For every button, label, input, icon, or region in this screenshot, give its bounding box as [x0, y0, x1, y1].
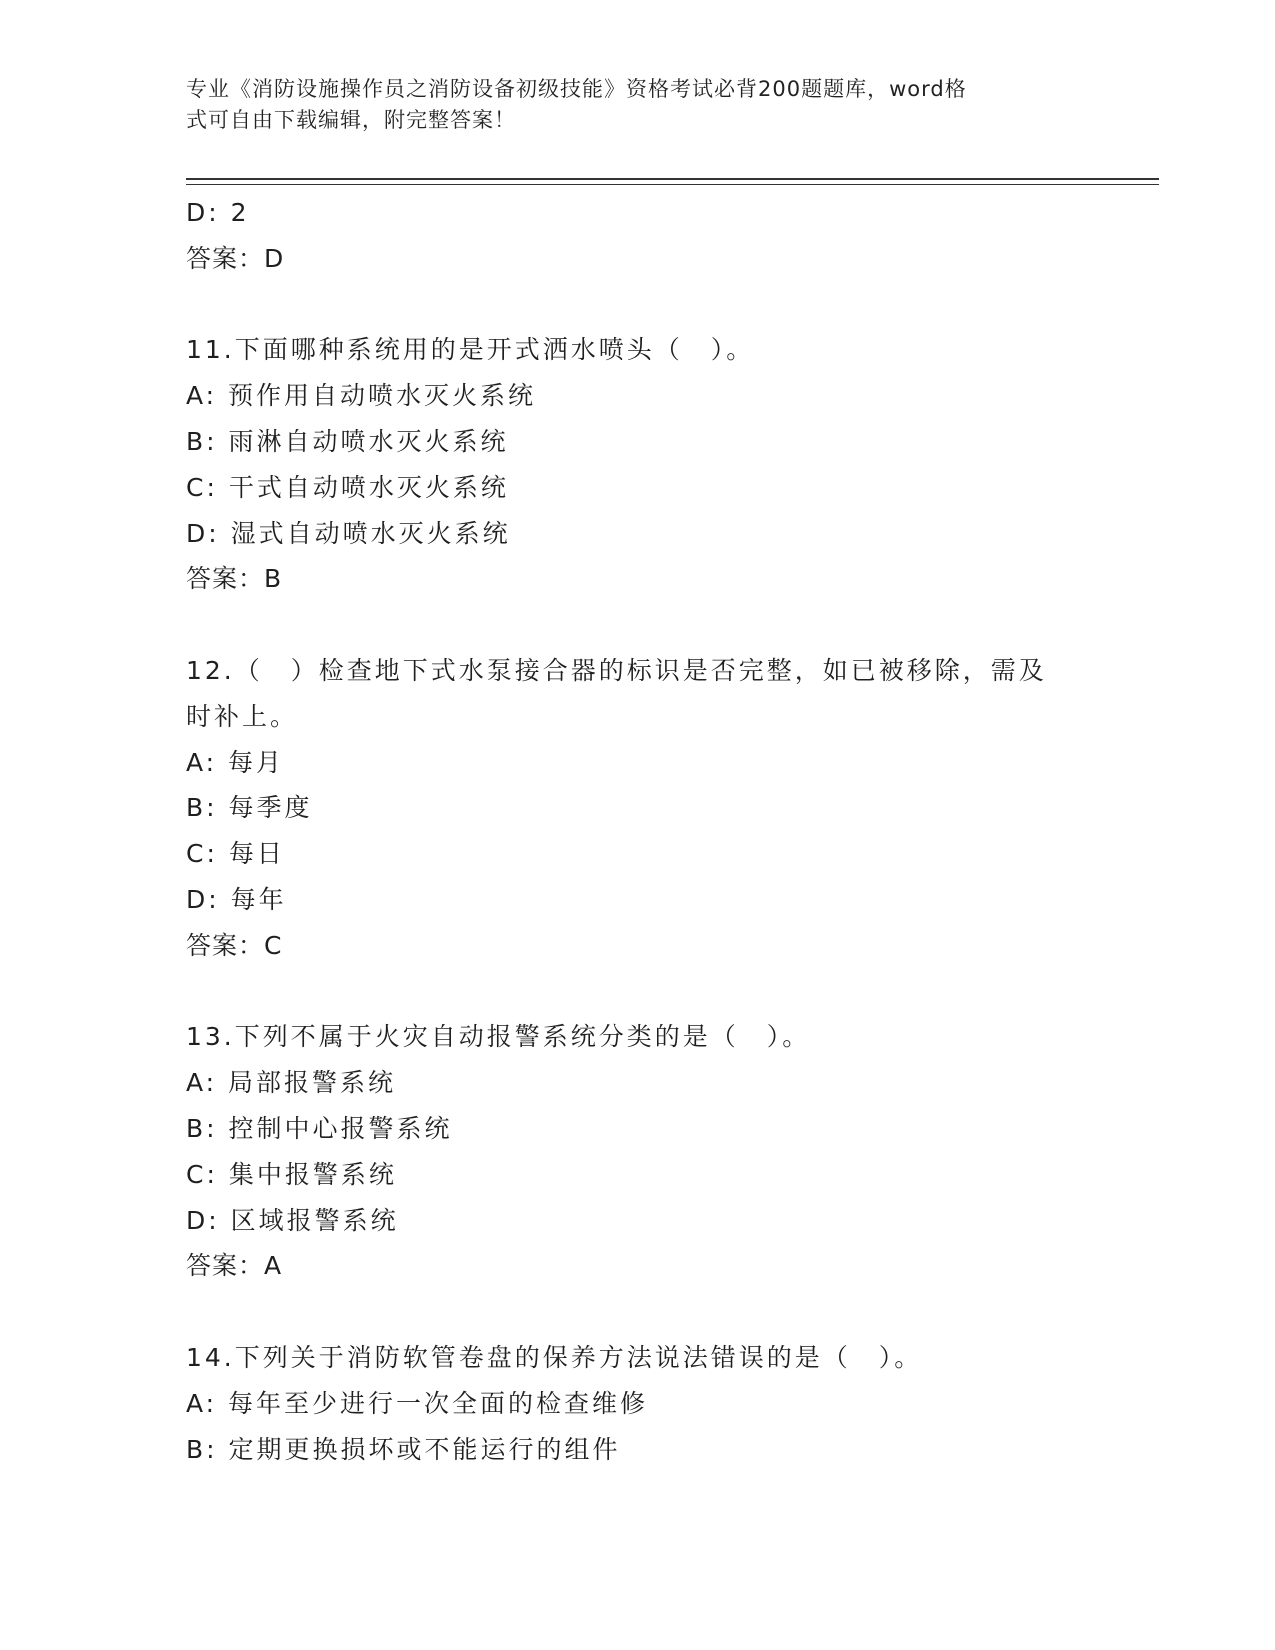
- option-d: D: 2: [186, 198, 250, 227]
- question-14-option-a: A: 每年至少进行一次全面的检查维修: [186, 1388, 649, 1418]
- question-11-option-d: D: 湿式自动喷水灭火系统: [186, 518, 511, 548]
- question-12-option-b: B: 每季度: [186, 793, 313, 823]
- spacer: [186, 1289, 1086, 1335]
- question-12-option-d: D: 每年: [186, 884, 287, 914]
- spacer: [186, 602, 1086, 648]
- header-line-1: 专业《消防设施操作员之消防设备初级技能》资格考试必背200题题库，word格: [186, 77, 967, 101]
- question-12-text-line-1: 12.（ ）检查地下式水泵接合器的标识是否完整，如已被移除，需及: [186, 655, 1047, 685]
- spacer: [186, 969, 1086, 1015]
- question-13-answer: 答案：A: [186, 1251, 283, 1281]
- header-divider: [186, 178, 1159, 185]
- question-13-option-c: C: 集中报警系统: [186, 1159, 397, 1189]
- answer-line: 答案：D: [186, 243, 285, 273]
- question-12-answer: 答案：C: [186, 930, 283, 960]
- question-14-text: 14.下列关于消防软管卷盘的保养方法说法错误的是（ ）。: [186, 1342, 923, 1372]
- question-11-text: 11.下面哪种系统用的是开式洒水喷头（ ）。: [186, 335, 755, 365]
- header-line-2: 式可自由下载编辑，附完整答案！: [186, 108, 516, 132]
- question-12-option-a: A: 每月: [186, 747, 285, 777]
- spacer: [186, 282, 1086, 328]
- question-content: [186, 190, 1086, 1472]
- question-13-option-b: B: 控制中心报警系统: [186, 1113, 453, 1143]
- question-12-option-c: C: 每日: [186, 839, 285, 869]
- question-11-option-a: A: 预作用自动喷水灭火系统: [186, 381, 537, 411]
- question-14-option-b: B: 定期更换损坏或不能运行的组件: [186, 1434, 621, 1464]
- question-11-option-b: B: 雨淋自动喷水灭火系统: [186, 426, 509, 456]
- question-12-text-line-2: 时补上。: [186, 701, 299, 731]
- question-13-text: 13.下列不属于火灾自动报警系统分类的是（ ）。: [186, 1022, 811, 1052]
- question-11-answer: 答案：B: [186, 564, 283, 594]
- question-11-option-c: C: 干式自动喷水灭火系统: [186, 472, 509, 502]
- question-13-option-a: A: 局部报警系统: [186, 1068, 397, 1098]
- question-13-option-d: D: 区域报警系统: [186, 1205, 399, 1235]
- document-header: [186, 74, 1086, 136]
